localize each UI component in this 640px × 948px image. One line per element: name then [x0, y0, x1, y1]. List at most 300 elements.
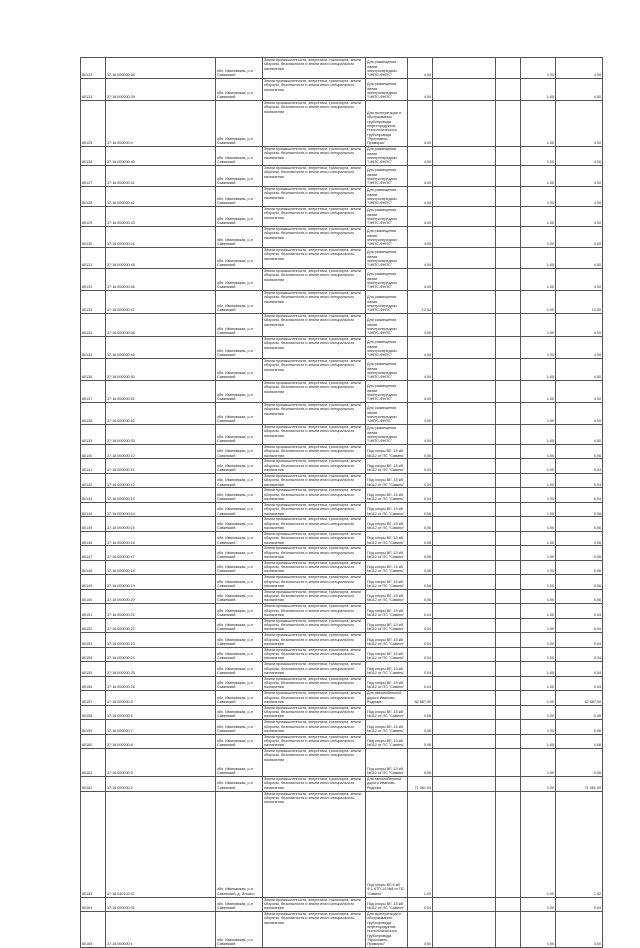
cell-permitted-use: Для размещения линии электропередачи "ЧНПС-ФНПС": [366, 337, 408, 359]
table-row: [81, 147, 603, 166]
cell-number: 80123: [81, 58, 106, 79]
cell-permitted-use: Под опоры ВЛ -10 кВ №112 от ПС "Савино": [366, 560, 408, 574]
cell-empty: [433, 166, 496, 187]
cell-empty: [433, 791, 496, 897]
cell-address: обл. Ивановская, р-н Савинский: [216, 269, 263, 291]
cell-land-category: Земли промышленности, энергетики, транспорта, земли обороны, безопасности и земли иного специального назначения: [263, 691, 366, 705]
cell-area: 0,04: [408, 633, 433, 647]
cell-area: 4,00: [408, 337, 433, 359]
cell-land-category: Земли промышленности, энергетики, транспорта, земли обороны, безопасности и земли иного специального назначения: [263, 575, 366, 589]
cell-area: 0,04: [408, 473, 433, 487]
cell-land-category: Земли промышленности, энергетики, транспорта, земли обороны, безопасности и земли иного специального назначения: [263, 337, 366, 359]
cell-coefficient: 1,00: [521, 459, 556, 473]
cell-empty: [433, 705, 496, 719]
cell-number: 80134: [81, 314, 106, 337]
cell-address: обл. Ивановская, р-н Савинский: [216, 560, 263, 574]
cell-empty: [433, 445, 496, 459]
cell-coefficient: 1,00: [521, 166, 556, 187]
cell-empty: [433, 618, 496, 632]
cell-area: 4,00: [408, 58, 433, 79]
cell-number: 80127: [81, 166, 106, 187]
cell-address: обл. Ивановская, р-н Савинский: [216, 227, 263, 248]
cell-empty: [496, 166, 521, 187]
cell-empty: [496, 604, 521, 618]
cell-land-category: Земли промышленности, энергетики, транспорта, земли обороны, безопасности и земли иного специального назначения: [263, 749, 366, 777]
cell-area: 4,00: [408, 381, 433, 403]
cell-address: обл. Ивановская, р-н Савинский: [216, 291, 263, 314]
cell-empty: [433, 734, 496, 748]
cell-permitted-use: Для эксплуатации и обслуживания трубопровода нефтепродуктов, технологического трубопровода "Ярославль-Приморск": [366, 912, 408, 948]
cell-value: 0,06: [556, 589, 603, 603]
cell-empty: [433, 269, 496, 291]
cell-coefficient: 1,00: [521, 488, 556, 502]
cell-number: 80154: [81, 647, 106, 661]
cell-value: 4,00: [556, 187, 603, 207]
cell-value: 0,06: [556, 575, 603, 589]
table-row: [81, 359, 603, 381]
cell-address: обл. Ивановская, р-н Савинский: [216, 459, 263, 473]
cell-permitted-use: Под опоры ВЛ -10 кВ №112 от ПС "Савино": [366, 720, 408, 734]
cell-area: 4,00: [408, 248, 433, 269]
cell-address: обл. Ивановская, р-н Савинский: [216, 337, 263, 359]
cell-value: 0,06: [556, 560, 603, 574]
cell-empty: [496, 502, 521, 516]
cell-permitted-use: Под опоры ВЛ -10 кВ №112 от ПС "Савино": [366, 662, 408, 676]
cell-land-category: Земли промышленности, энергетики, транспорта, земли обороны, безопасности и земли иного специального назначения: [263, 720, 366, 734]
cell-cadastral-number: 37:16:000000:4: [106, 101, 216, 147]
cell-cadastral-number: 37:16:000000:15: [106, 517, 216, 531]
table-row: [81, 381, 603, 403]
cell-coefficient: 1,00: [521, 897, 556, 911]
cell-empty: [433, 425, 496, 445]
cell-empty: [433, 691, 496, 705]
cell-cadastral-number: 37:16:000000:49: [106, 337, 216, 359]
cell-coefficient: 1,00: [521, 791, 556, 897]
cell-permitted-use: Под опоры ВЛ -10 кВ №112 от ПС "Савино": [366, 473, 408, 487]
cell-coefficient: 1,00: [521, 560, 556, 574]
cell-empty: [496, 425, 521, 445]
cell-address: обл. Ивановская, р-н Савинский: [216, 207, 263, 227]
cell-permitted-use: Для размещения линии электропередачи "ЧНПС-ФНПС": [366, 359, 408, 381]
cell-value: 0,06: [556, 502, 603, 516]
cell-value: 4,00: [556, 314, 603, 337]
table-row: [81, 517, 603, 531]
cell-coefficient: 1,00: [521, 618, 556, 632]
cell-coefficient: 1,00: [521, 662, 556, 676]
cell-address: обл. Ивановская, р-н Савинский: [216, 248, 263, 269]
cell-coefficient: 1,00: [521, 705, 556, 719]
cell-coefficient: 1,00: [521, 734, 556, 748]
cell-area: 4,00: [408, 101, 433, 147]
cell-value: 0,04: [556, 633, 603, 647]
cell-permitted-use: Для размещения линии электропередачи "ЧНПС-ФНПС": [366, 166, 408, 187]
cell-land-category: Земли промышленности, энергетики, транспорта, земли обороны, безопасности и земли иного специального назначения: [263, 502, 366, 516]
cell-empty: [496, 248, 521, 269]
table-row: [81, 575, 603, 589]
cell-address: обл. Ивановская, р-н Савинский: [216, 647, 263, 661]
cell-value: 0,06: [556, 517, 603, 531]
cell-cadastral-number: 37:16:000000:17: [106, 546, 216, 560]
cell-empty: [433, 359, 496, 381]
cell-cadastral-number: 37:16:000000:46: [106, 269, 216, 291]
cell-land-category: Земли промышленности, энергетики, транспорта, земли обороны, безопасности и земли иного специального назначения: [263, 791, 366, 897]
cell-number: 80124: [81, 79, 106, 101]
cell-cadastral-number: 37:16:000000:40: [106, 147, 216, 166]
table-row: [81, 791, 603, 897]
cell-number: 80161: [81, 749, 106, 777]
cell-coefficient: 1,00: [521, 502, 556, 516]
cell-coefficient: 1,00: [521, 314, 556, 337]
cell-address: обл. Ивановская, р-н Савинский: [216, 359, 263, 381]
cell-address: обл. Ивановская, р-н Савинский: [216, 79, 263, 101]
cell-address: обл. Ивановская, р-н Савинский: [216, 618, 263, 632]
cell-empty: [496, 187, 521, 207]
cell-cadastral-number: 37:16:000000:11: [106, 459, 216, 473]
cell-land-category: Земли промышленности, энергетики, транспорта, земли обороны, безопасности и земли иного специального назначения: [263, 79, 366, 101]
cell-area: 0,06: [408, 517, 433, 531]
cell-empty: [433, 227, 496, 248]
cell-empty: [433, 502, 496, 516]
cell-area: 4,00: [408, 166, 433, 187]
cell-cadastral-number: 37:16:000000:44: [106, 227, 216, 248]
cell-number: 80145: [81, 517, 106, 531]
cell-area: 0,06: [408, 589, 433, 603]
cell-address: обл. Ивановская, р-н Савинский: [216, 187, 263, 207]
cell-permitted-use: Для размещения линии электропередачи "ЧНПС-ФНПС": [366, 269, 408, 291]
cell-number: 80125: [81, 101, 106, 147]
cell-value: 12,00: [556, 291, 603, 314]
cell-empty: [433, 604, 496, 618]
cell-empty: [433, 633, 496, 647]
cell-number: 80140: [81, 445, 106, 459]
cell-address: обл. Ивановская, р-н Савинский: [216, 633, 263, 647]
cell-number: 80155: [81, 662, 106, 676]
cell-empty: [496, 403, 521, 425]
cell-land-category: Земли промышленности, энергетики, транспорта, земли обороны, безопасности и земли иного специального назначения: [263, 269, 366, 291]
cell-empty: [433, 314, 496, 337]
cell-number: 80157: [81, 691, 106, 705]
cell-land-category: Земли промышленности, энергетики, транспорта, земли обороны, безопасности и земли иного специального назначения: [263, 473, 366, 487]
cell-empty: [496, 314, 521, 337]
cell-area: 0,04: [408, 618, 433, 632]
cell-land-category: Земли промышленности, энергетики, транспорта, земли обороны, безопасности и земли иного специального назначения: [263, 676, 366, 690]
cell-area: 0,04: [408, 897, 433, 911]
cell-permitted-use: Для размещения линии электропередачи "ЧНПС-ФНПС": [366, 207, 408, 227]
cell-coefficient: 1,00: [521, 912, 556, 948]
cell-cadastral-number: 37:16:000000:25: [106, 662, 216, 676]
cell-area: 0,04: [408, 647, 433, 661]
cell-land-category: Земли промышленности, энергетики, транспорта, земли обороны, безопасности и земли иного специального назначения: [263, 147, 366, 166]
cell-land-category: Земли промышленности, энергетики, транспорта, земли обороны, безопасности и земли иного специального назначения: [263, 488, 366, 502]
table-row: [81, 207, 603, 227]
cell-land-category: Земли промышленности, энергетики, транспорта, земли обороны, безопасности и земли иного специального назначения: [263, 58, 366, 79]
cell-permitted-use: Для размещения линии электропередачи "ЧНПС-ФНПС": [366, 314, 408, 337]
cell-empty: [496, 633, 521, 647]
cell-cadastral-number: 37:16:000000:53: [106, 425, 216, 445]
cell-permitted-use: Под опоры ВЛ -10 кВ №112 от ПС "Савино": [366, 589, 408, 603]
cell-permitted-use: Под опоры ВЛ -10 кВ №112 от ПС "Савино": [366, 618, 408, 632]
cell-value: 0,04: [556, 459, 603, 473]
cell-cadastral-number: 37:16:000000:52: [106, 403, 216, 425]
cell-value: 4,00: [556, 381, 603, 403]
cell-empty: [433, 207, 496, 227]
cell-coefficient: 1,00: [521, 269, 556, 291]
cell-cadastral-number: 37:16:000000:22: [106, 618, 216, 632]
cell-empty: [496, 662, 521, 676]
cell-permitted-use: Под опоры ВЛ -10 кВ №112 от ПС "Савино": [366, 749, 408, 777]
cell-area: 4,00: [408, 425, 433, 445]
cell-cadastral-number: 37:16:000000:6: [106, 705, 216, 719]
cell-area: 4,00: [408, 79, 433, 101]
cell-area: 0,06: [408, 749, 433, 777]
cell-land-category: Земли промышленности, энергетики, транспорта, земли обороны, безопасности и земли иного специального назначения: [263, 531, 366, 545]
cell-value: 0,04: [556, 604, 603, 618]
cell-number: 80163: [81, 791, 106, 897]
cell-land-category: Земли промышленности, энергетики, транспорта, земли обороны, безопасности и земли иного специального назначения: [263, 291, 366, 314]
cell-value: 0,06: [556, 749, 603, 777]
cell-value: 0,06: [556, 734, 603, 748]
cell-empty: [433, 488, 496, 502]
cell-permitted-use: Под опоры ВЛ-6 кВ Ф.1 КТП-10 №8 от ПС "Савино": [366, 791, 408, 897]
cell-permitted-use: Под опоры ВЛ -10 кВ №112 от ПС "Савино": [366, 633, 408, 647]
cell-empty: [496, 777, 521, 791]
cell-cadastral-number: 37:16:000000:19: [106, 575, 216, 589]
table-row: [81, 459, 603, 473]
cell-coefficient: 1,00: [521, 676, 556, 690]
cell-cadastral-number: 37:16:000000:10: [106, 445, 216, 459]
table-row: [81, 912, 603, 948]
table-row: [81, 749, 603, 777]
cell-coefficient: 1,00: [521, 445, 556, 459]
cell-value: 82 687,00: [556, 691, 603, 705]
cell-land-category: Земли промышленности, энергетики, транспорта, земли обороны, безопасности и земли иного специального назначения: [263, 425, 366, 445]
cell-number: 80146: [81, 531, 106, 545]
cell-empty: [496, 517, 521, 531]
cell-permitted-use: Под опоры ВЛ -10 кВ №112 от ПС "Савино": [366, 459, 408, 473]
cell-cadastral-number: 37:16:000000:24: [106, 647, 216, 661]
cell-value: 1,02: [556, 791, 603, 897]
cell-number: 80158: [81, 705, 106, 719]
cell-permitted-use: Для автомобильной дороги Иваново-Родники: [366, 777, 408, 791]
cell-empty: [496, 337, 521, 359]
cell-empty: [433, 79, 496, 101]
cell-permitted-use: Для размещения линии электропередачи "ЧНПС-ФНПС": [366, 187, 408, 207]
cell-land-category: Земли промышленности, энергетики, транспорта, земли обороны, безопасности и земли иного специального назначения: [263, 227, 366, 248]
cell-empty: [433, 897, 496, 911]
cell-area: 71 081,00: [408, 777, 433, 791]
cell-permitted-use: Для размещения линии электропередачи "ЧНПС-ФНПС": [366, 248, 408, 269]
cell-value: 4,00: [556, 912, 603, 948]
cell-area: 0,04: [408, 676, 433, 690]
cell-address: обл. Ивановская, р-н Савинский: [216, 58, 263, 79]
cell-area: 4,00: [408, 147, 433, 166]
cell-empty: [433, 676, 496, 690]
cell-cadastral-number: 37:16:000000:48: [106, 314, 216, 337]
cell-number: 80144: [81, 502, 106, 516]
cell-permitted-use: Под опоры ВЛ -10 кВ №112 от ПС "Савино": [366, 897, 408, 911]
cell-cadastral-number: 37:16:000000:23: [106, 633, 216, 647]
table-row: [81, 897, 603, 911]
cell-coefficient: 1,00: [521, 147, 556, 166]
cell-land-category: Земли промышленности, энергетики, транспорта, земли обороны, безопасности и земли иного специального назначения: [263, 517, 366, 531]
cell-value: 4,00: [556, 166, 603, 187]
cell-area: 4,00: [408, 359, 433, 381]
cell-area: 82 687,00: [408, 691, 433, 705]
table-row: [81, 531, 603, 545]
cell-land-category: Земли промышленности, энергетики, транспорта, земли обороны, безопасности и земли иного специального назначения: [263, 166, 366, 187]
cell-land-category: Земли промышленности, энергетики, транспорта, земли обороны, безопасности и земли иного специального назначения: [263, 248, 366, 269]
cell-address: обл. Ивановская, р-н Савинский: [216, 575, 263, 589]
cell-area: 0,06: [408, 546, 433, 560]
table-row: [81, 662, 603, 676]
cell-permitted-use: Для эксплуатации и обслуживания трубопровода нефтепродуктов, технологического трубопровода "Ярославль-Приморск": [366, 101, 408, 147]
cell-cadastral-number: 37:16:000000:50: [106, 359, 216, 381]
cell-area: 4,00: [408, 187, 433, 207]
cell-empty: [433, 912, 496, 948]
cell-area: 4,00: [408, 227, 433, 248]
cell-empty: [496, 618, 521, 632]
cell-cadastral-number: 37:16:000000:31: [106, 897, 216, 911]
cell-permitted-use: Под опоры ВЛ -10 кВ №112 от ПС "Савино": [366, 488, 408, 502]
cell-land-category: Земли промышленности, энергетики, транспорта, земли обороны, безопасности и земли иного специального назначения: [263, 897, 366, 911]
cell-value: 0,04: [556, 647, 603, 661]
cell-land-category: Земли промышленности, энергетики, транспорта, земли обороны, безопасности и земли иного специального назначения: [263, 705, 366, 719]
cell-number: 80133: [81, 291, 106, 314]
cell-land-category: Земли промышленности, энергетики, транспорта, земли обороны, безопасности и земли иного специального назначения: [263, 777, 366, 791]
cell-address: обл. Ивановская, р-н Савинский: [216, 517, 263, 531]
cell-empty: [496, 705, 521, 719]
cell-cadastral-number: 37:16:000000:21: [106, 604, 216, 618]
cell-area: 0,06: [408, 531, 433, 545]
cell-cadastral-number: 37:16:000000:16: [106, 531, 216, 545]
cell-permitted-use: Для размещения линии электропередачи "ЧНПС-ФНПС": [366, 381, 408, 403]
cell-value: 4,00: [556, 248, 603, 269]
table-row: [81, 473, 603, 487]
cell-number: 80165: [81, 912, 106, 948]
cell-empty: [496, 791, 521, 897]
table-row: [81, 560, 603, 574]
cell-address: обл. Ивановская, р-н Савинский: [216, 314, 263, 337]
cell-permitted-use: Для размещения линии электропередачи "ЧНПС-ФНПС": [366, 425, 408, 445]
table-row: [81, 403, 603, 425]
cell-address: обл. Ивановская, р-н Савинский: [216, 381, 263, 403]
cell-area: 0,06: [408, 705, 433, 719]
cell-cadastral-number: 37:16:000000:8: [106, 734, 216, 748]
cell-area: 0,04: [408, 662, 433, 676]
cell-empty: [496, 749, 521, 777]
cell-area: 0,04: [408, 488, 433, 502]
cell-empty: [496, 459, 521, 473]
cell-permitted-use: Под опоры ВЛ -10 кВ №112 от ПС "Савино": [366, 531, 408, 545]
cell-land-category: Земли промышленности, энергетики, транспорта, земли обороны, безопасности и земли иного специального назначения: [263, 314, 366, 337]
cell-cadastral-number: 37:16:000000:14: [106, 502, 216, 516]
cell-address: обл. Ивановская, р-н Савинский: [216, 734, 263, 748]
cell-coefficient: 1,00: [521, 58, 556, 79]
cell-value: 4,00: [556, 359, 603, 381]
cell-number: 80159: [81, 720, 106, 734]
cell-coefficient: 1,00: [521, 777, 556, 791]
cell-value: 4,00: [556, 58, 603, 79]
cell-permitted-use: Под опоры ВЛ -10 кВ №112 от ПС "Савино": [366, 575, 408, 589]
cell-coefficient: 1,00: [521, 546, 556, 560]
cell-empty: [433, 517, 496, 531]
cell-value: 0,04: [556, 618, 603, 632]
cell-number: 80128: [81, 187, 106, 207]
cell-cadastral-number: 37:16:040102:47: [106, 791, 216, 897]
table-row: [81, 445, 603, 459]
cell-land-category: Земли промышленности, энергетики, транспорта, земли обороны, безопасности и земли иного специального назначения: [263, 207, 366, 227]
cell-coefficient: 1,00: [521, 720, 556, 734]
cell-cadastral-number: 37:16:000000:7: [106, 720, 216, 734]
table-row: [81, 618, 603, 632]
cell-value: 0,06: [556, 705, 603, 719]
table-row: [81, 425, 603, 445]
cell-value: 0,06: [556, 445, 603, 459]
cell-address: обл. Ивановская, р-н Савинский: [216, 403, 263, 425]
cell-cadastral-number: 37:16:000000:39: [106, 79, 216, 101]
cell-cadastral-number: 37:16:000000:41: [106, 166, 216, 187]
cell-empty: [496, 560, 521, 574]
cell-empty: [433, 560, 496, 574]
cell-coefficient: 1,00: [521, 575, 556, 589]
cell-land-category: Земли промышленности, энергетики, транспорта, земли обороны, безопасности и земли иного специального назначения: [263, 647, 366, 661]
cell-value: 0,04: [556, 488, 603, 502]
cell-value: 4,00: [556, 425, 603, 445]
cell-address: обл. Ивановская, р-н Савинский: [216, 101, 263, 147]
cell-empty: [496, 575, 521, 589]
cell-cadastral-number: 37:16:000000:18: [106, 560, 216, 574]
cell-cadastral-number: 37:16:000000:9: [106, 749, 216, 777]
cell-cadastral-number: 37:16:000000:47: [106, 291, 216, 314]
cell-area: 0,06: [408, 560, 433, 574]
cell-permitted-use: Для размещения линии электропередачи "ЧНПС-ФНПС": [366, 79, 408, 101]
cell-area: 12,00: [408, 291, 433, 314]
cell-coefficient: 1,00: [521, 633, 556, 647]
cell-address: обл. Ивановская, р-н Савинский: [216, 691, 263, 705]
table-row: [81, 720, 603, 734]
cell-land-category: Земли промышленности, энергетики, транспорта, земли обороны, безопасности и земли иного специального назначения: [263, 589, 366, 603]
cell-land-category: Земли промышленности, энергетики, транспорта, земли обороны, безопасности и земли иного специального назначения: [263, 618, 366, 632]
cell-cadastral-number: 37:16:000000:5: [106, 691, 216, 705]
cell-coefficient: 1,00: [521, 248, 556, 269]
table-row: [81, 488, 603, 502]
table-row: [81, 269, 603, 291]
cell-number: 80137: [81, 381, 106, 403]
cell-coefficient: 1,00: [521, 749, 556, 777]
cell-area: 4,00: [408, 912, 433, 948]
cell-address: обл. Ивановская, р-н Савинский: [216, 662, 263, 676]
cell-empty: [496, 101, 521, 147]
cell-coefficient: 1,00: [521, 227, 556, 248]
cell-empty: [496, 647, 521, 661]
cell-empty: [433, 589, 496, 603]
cell-address: обл. Ивановская, р-н Савинский: [216, 604, 263, 618]
table-row: [81, 58, 603, 79]
table-body: [81, 58, 603, 948]
cell-cadastral-number: 37:16:000000:38: [106, 58, 216, 79]
table-row: [81, 633, 603, 647]
cell-empty: [496, 79, 521, 101]
cell-number: 80152: [81, 618, 106, 632]
cell-permitted-use: Под опоры ВЛ -10 кВ №112 от ПС "Савино": [366, 705, 408, 719]
cell-empty: [496, 691, 521, 705]
cell-empty: [496, 269, 521, 291]
cell-empty: [496, 381, 521, 403]
cell-address: обл. Ивановская, р-н Савинский: [216, 912, 263, 948]
table-row: [81, 502, 603, 516]
cell-empty: [496, 445, 521, 459]
cell-empty: [496, 359, 521, 381]
